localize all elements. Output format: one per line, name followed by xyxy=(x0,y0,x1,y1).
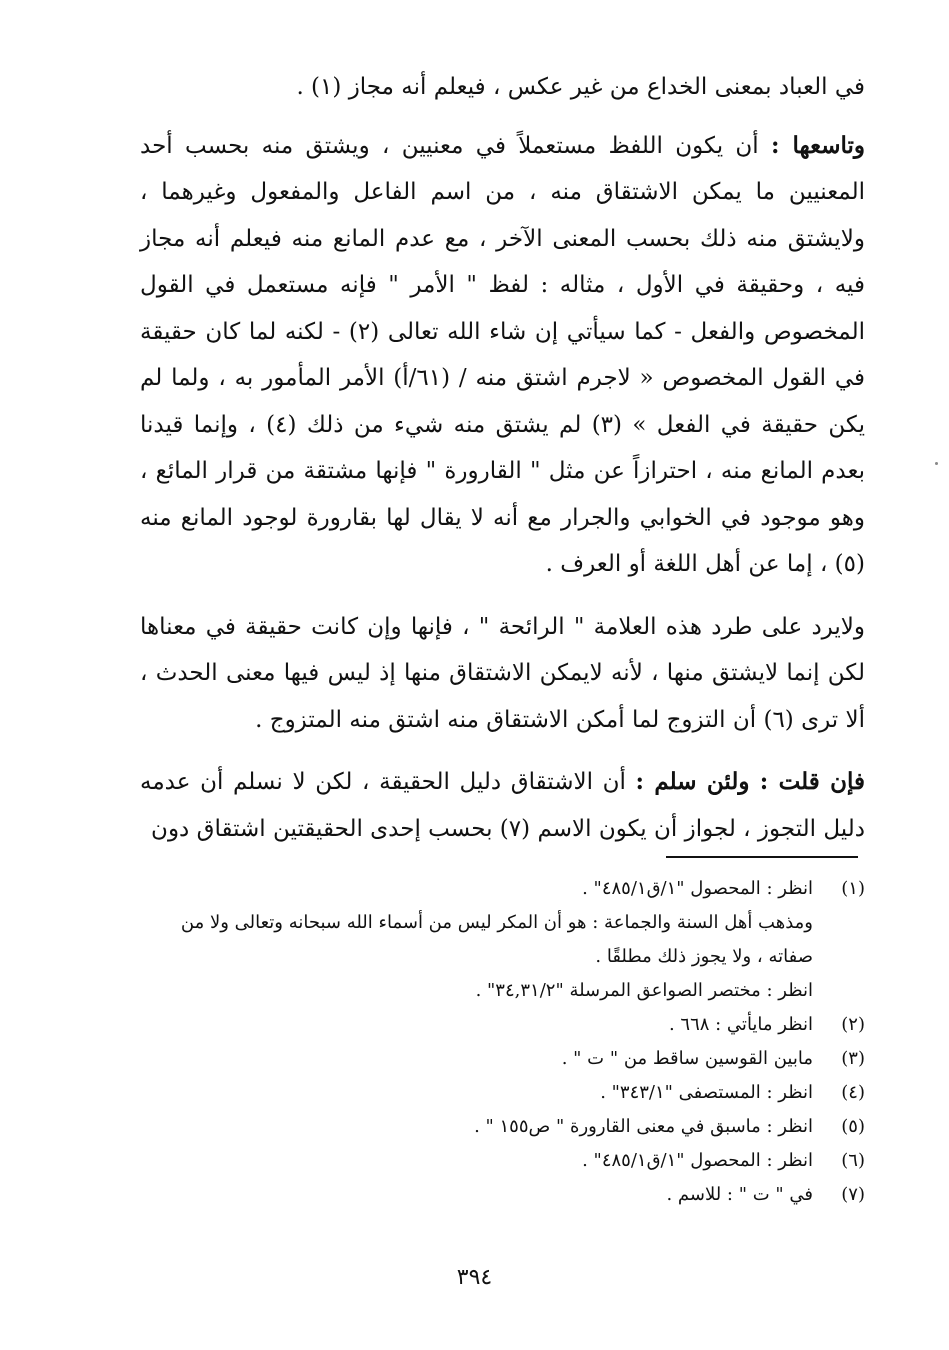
footnote-4-number: (٤) xyxy=(841,1082,865,1103)
paragraph-3-text: ولايرد على طرد هذه العلامة " الرائحة " ، فإنها وإن كانت حقيقة في معناها لكن إنما لايشتق منها ، لأنه لايمكن الاشتقاق منها إذ ليس فيها معنى الحدث ، ألا ترى (٦) أن التزوج لما أمكن الاشتقاق منه اشتق منه المتزوج . xyxy=(140,613,865,733)
paragraph-2-text: أن يكون اللفظ مستعملاً في معنيين ، ويشتق منه بحسب أحد المعنيين ما يمكن الاشتقاق منه ، من اسم الفاعل والمفعول وغيرهما ، ولايشتق منه ذلك بحسب المعنى الآخر ، مع عدم المانع منه فيعلم أنه مجاز فيه ، وحقيقة في الأول ، مثاله : لفظ " الأمر " فإنه مستعمل في القول المخصوص والفعل - كما سيأتي إن شاء الله تعالى (٢) - لكنه لما كان حقيقة في القول المخصوص « لاجرم اشتق منه / (٦١/أ) الأمر المأمور به ، ولما لم يكن حقيقة في الفعل » (٣) لم يشتق منه شيء من ذلك (٤) ، وإنما قيدنا بعدم المانع منه ، احترازاً عن مثل " القارورة " فإنها مشتقة من قرار المائع ، وهو موجود في الخوابي والجرار مع أنه لا يقال لها بقارورة لوجود المانع منه (٥) ، إما عن أهل اللغة أو العرف . xyxy=(140,132,866,577)
footnote-7-line-1: في " ت " : للاسم . xyxy=(666,1184,813,1205)
footnote-6-line-1: انظر : المحصول "١/ق٤٨٥/١" . xyxy=(582,1150,813,1171)
footnote-1-line-1: انظر : المحصول "١/ق٤٨٥/١" . xyxy=(582,878,813,899)
paragraph-1-text: في العباد بمعنى الخداع من غير عكس ، فيعلم أنه مجاز (١) . xyxy=(296,74,865,100)
paragraph-4-text: أن الاشتقاق دليل الحقيقة ، لكن لا نسلم أن عدمه دليل التجوز ، لجواز أن يكون الاسم (٧) بحسب إحدى الحقيقتين اشتقاق دون xyxy=(140,769,865,842)
footnote-2-line-1: انظر مايأتي : ٦٦٨ . xyxy=(668,1014,813,1035)
footnote-4-line-1: انظر : المستصفى "٣٤٣/١" . xyxy=(600,1082,813,1103)
main-text xyxy=(140,64,865,868)
scan-speck xyxy=(935,462,938,465)
footnote-1-body xyxy=(140,872,813,1008)
footnote-3-line-1: مابين القوسين ساقط من " ت " . xyxy=(561,1048,813,1069)
footnote-2-number: (٢) xyxy=(841,1014,865,1035)
footnote-1-line-3: انظر : مختصر الصواعق المرسلة "٣٤,٣١/٢" . xyxy=(475,980,813,1001)
footnote-divider xyxy=(666,856,858,858)
footnote-4 xyxy=(140,1076,865,1110)
footnote-2 xyxy=(140,1008,865,1042)
footnote-6-number: (٦) xyxy=(841,1150,865,1171)
page-number: ٣٩٤ xyxy=(456,1265,493,1290)
paragraph-1 xyxy=(140,64,865,111)
footnote-7-number: (٧) xyxy=(841,1184,865,1205)
footnote-1-line-2: ومذهب أهل السنة والجماعة : هو أن المكر ليس من أسماء الله سبحانه وتعالى ولا من صفاته ، ولا يجوز ذلك مطلقًا . xyxy=(180,912,813,967)
footnote-1-number: (١) xyxy=(841,878,865,899)
paragraph-4 xyxy=(140,759,865,852)
footnote-3 xyxy=(140,1042,865,1076)
footnote-3-number: (٣) xyxy=(841,1048,865,1069)
paragraph-3 xyxy=(140,604,865,744)
footnote-6 xyxy=(140,1144,865,1178)
paragraph-2-lead: وتاسعها : xyxy=(771,131,865,159)
footnotes xyxy=(140,872,865,1212)
footnote-5-number: (٥) xyxy=(841,1116,865,1137)
footnote-5 xyxy=(140,1110,865,1144)
footnote-5-line-1: انظر : ماسبق في معنى القارورة " ص١٥٥ " . xyxy=(474,1116,813,1137)
paragraph-4-lead: فإن قلت : ولئن سلم : xyxy=(635,768,865,795)
paragraph-2 xyxy=(140,123,865,588)
footnote-7 xyxy=(140,1178,865,1212)
footnote-1 xyxy=(140,872,865,1008)
